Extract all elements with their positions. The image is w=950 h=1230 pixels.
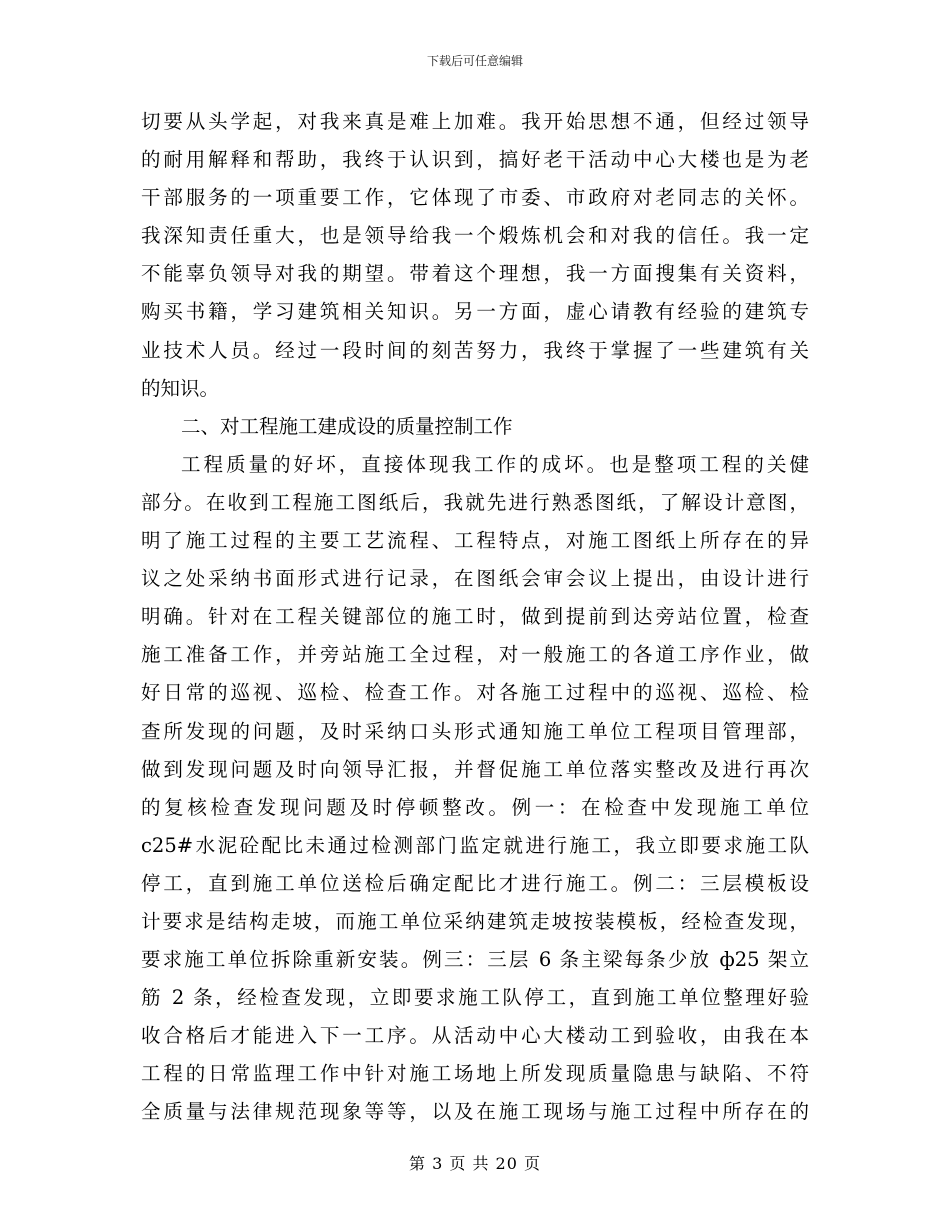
text-line: 停工，直到施工单位送检后确定配比才进行施工。例二：三层模板设 — [141, 871, 809, 895]
text-line: 业技术人员。经过一段时间的刻苦努力，我终于掌握了一些建筑有关 — [141, 338, 809, 362]
text-line: 干部服务的一项重要工作，它体现了市委、市政府对老同志的关怀。 — [141, 186, 809, 210]
text-line: 切要从头学起，对我来真是难上加难。我开始思想不通，但经过领导 — [141, 110, 809, 133]
text-line: 议之处采纳书面形式进行记录，在图纸会审会议上提出，由设计进行 — [141, 567, 809, 591]
paragraph-first-line: 二、对工程施工建成设的质量控制工作 — [181, 414, 513, 438]
text-line: 要求施工单位拆除重新安装。例三：三层 6 条主梁每条少放 ф25 架立 — [141, 948, 809, 972]
text-line: 明确。针对在工程关键部位的施工时，做到提前到达旁站位置，检查 — [141, 605, 809, 629]
text-line: 施工准备工作，并旁站施工全过程，对一般施工的各道工序作业，做 — [141, 643, 809, 667]
text-line: 的耐用解释和帮助，我终于认识到，搞好老干活动中心大楼也是为老 — [141, 148, 809, 172]
text-line: 不能辜负领导对我的期望。带着这个理想，我一方面搜集有关资料， — [141, 262, 809, 286]
document-body — [141, 103, 809, 1132]
text-line: 全质量与法律规范现象等等，以及在施工现场与施工过程中所存在的 — [141, 1100, 809, 1124]
page-footer: 第 3 页 共 20 页 — [409, 1154, 541, 1173]
text-line: 计要求是结构走坡，而施工单位采纳建筑走坡按装模板，经检查发现， — [141, 909, 809, 933]
text-line: 做到发现问题及时向领导汇报，并督促施工单位落实整改及进行再次 — [141, 757, 809, 781]
text-line: 筋 2 条，经检查发现，立即要求施工队停工，直到施工单位整理好验 — [141, 986, 809, 1010]
text-line: 部分。在收到工程施工图纸后，我就先进行熟悉图纸，了解设计意图， — [141, 490, 809, 514]
text-line: 我深知责任重大，也是领导给我一个煅炼机会和对我的信任。我一定 — [141, 224, 809, 248]
paragraph-first-line: 工程质量的好坏，直接体现我工作的成坏。也是整项工程的关健 — [181, 452, 809, 476]
text-line: 工程的日常监理工作中针对施工场地上所发现质量隐患与缺陷、不符 — [141, 1062, 809, 1086]
text-line: 好日常的巡视、巡检、检查工作。对各施工过程中的巡视、巡检、检 — [141, 681, 809, 705]
text-line: 收合格后才能进入下一工序。从活动中心大楼动工到验收，由我在本 — [141, 1024, 809, 1048]
text-line: 的复核检查发现问题及时停顿整改。例一：在检查中发现施工单位 — [141, 795, 809, 819]
text-line: 购买书籍，学习建筑相关知识。另一方面，虚心请教有经验的建筑专 — [141, 300, 809, 324]
text-line: 查所发现的问题，及时采纳口头形式通知施工单位工程项目管理部， — [141, 719, 809, 743]
text-line: 的知识。 — [141, 376, 220, 400]
text-line: 明了施工过程的主要工艺流程、工程特点，对施工图纸上所存在的异 — [141, 529, 809, 553]
page-header: 下载后可任意编辑 — [426, 54, 523, 68]
text-line: c25#水泥砼配比未通过检测部门监定就进行施工，我立即要求施工队 — [141, 833, 809, 857]
